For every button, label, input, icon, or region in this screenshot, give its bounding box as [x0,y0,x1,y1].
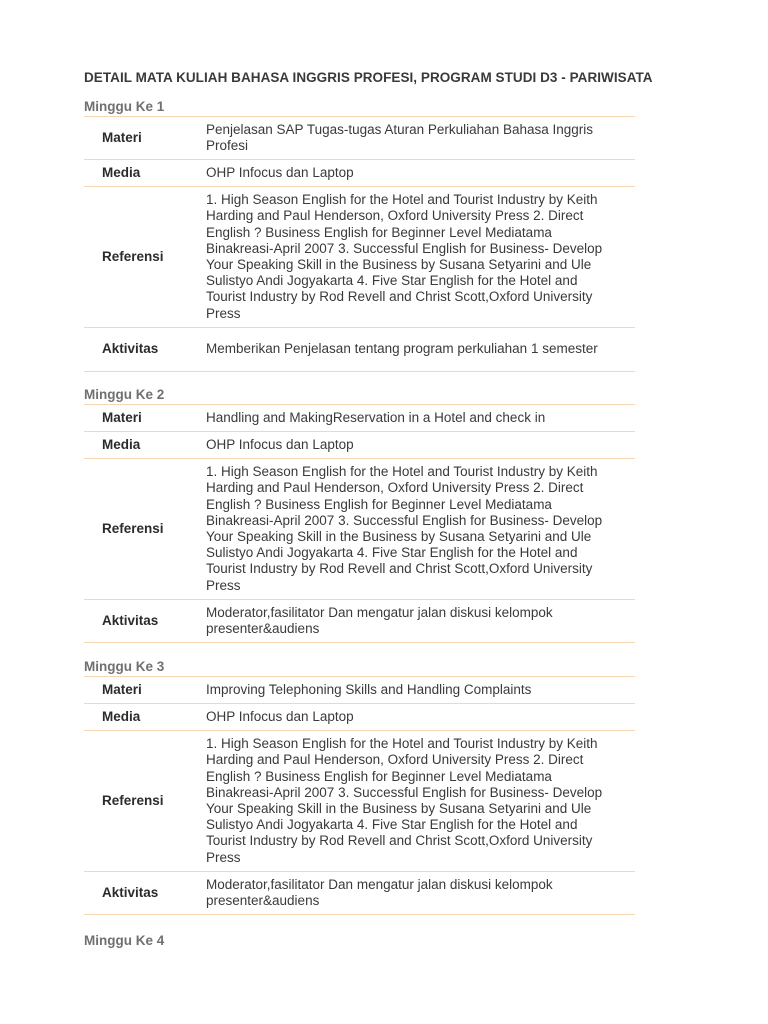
week-table [84,676,635,915]
aktivitas-value: Moderator,fasilitator Dan mengatur jalan diskusi kelompok presenter&audiens [188,600,635,643]
table-row-referensi [84,731,635,872]
week-section-1 [84,98,636,372]
row-label: Media [84,432,188,459]
aktivitas-value: Moderator,fasilitator Dan mengatur jalan diskusi kelompok presenter&audiens [188,872,635,915]
week-section-2 [84,386,636,643]
week-heading: Minggu Ke 4 [84,933,165,948]
row-label: Aktivitas [84,600,188,643]
week-section-3 [84,658,636,915]
materi-value: Handling and MakingReservation in a Hotel and check in [188,405,635,432]
table-row-materi [84,117,635,160]
row-label: Aktivitas [84,872,188,915]
referensi-value: 1. High Season English for the Hotel and Tourist Industry by Keith Harding and Paul Henderson, Oxford University Press 2. Direct English ? Business English for Beginner Level Mediatama Binakreasi-April 2007 3. Successful English for Business- Develop Your Speaking Skill in the Business by Susana Setyarini and Ule Sulistyo Andi Jogyakarta 4. Five Star English for the Hotel and Tourist Industry by Rod Revell and Christ Scott,Oxford University Press [188,459,635,600]
row-label: Aktivitas [84,328,188,372]
table-row-media [84,432,635,459]
table-row-referensi [84,187,635,328]
table-row-aktivitas [84,600,635,643]
week-table [84,116,635,372]
table-row-materi [84,405,635,432]
document-title: DETAIL MATA KULIAH BAHASA INGGRIS PROFESI, PROGRAM STUDI D3 - PARIWISATA [84,70,653,85]
row-label: Media [84,160,188,187]
aktivitas-value: Memberikan Penjelasan tentang program perkuliahan 1 semester [188,328,635,372]
week-heading: Minggu Ke 3 [84,659,165,674]
table-row-aktivitas [84,872,635,915]
media-value: OHP Infocus dan Laptop [188,160,635,187]
referensi-value: 1. High Season English for the Hotel and Tourist Industry by Keith Harding and Paul Henderson, Oxford University Press 2. Direct English ? Business English for Beginner Level Mediatama Binakreasi-April 2007 3. Successful English for Business- Develop Your Speaking Skill in the Business by Susana Setyarini and Ule Sulistyo Andi Jogyakarta 4. Five Star English for the Hotel and Tourist Industry by Rod Revell and Christ Scott,Oxford University Press [188,187,635,328]
week-section-4 [84,932,636,950]
week-heading: Minggu Ke 2 [84,387,165,402]
materi-value: Improving Telephoning Skills and Handling Complaints [188,677,635,704]
row-label: Materi [84,405,188,432]
row-label: Media [84,704,188,731]
table-row-aktivitas [84,328,635,372]
row-label: Referensi [84,731,188,872]
materi-value: Penjelasan SAP Tugas-tugas Aturan Perkuliahan Bahasa Inggris Profesi [188,117,635,160]
week-heading: Minggu Ke 1 [84,99,165,114]
table-row-materi [84,677,635,704]
referensi-value: 1. High Season English for the Hotel and Tourist Industry by Keith Harding and Paul Henderson, Oxford University Press 2. Direct English ? Business English for Beginner Level Mediatama Binakreasi-April 2007 3. Successful English for Business- Develop Your Speaking Skill in the Business by Susana Setyarini and Ule Sulistyo Andi Jogyakarta 4. Five Star English for the Hotel and Tourist Industry by Rod Revell and Christ Scott,Oxford University Press [188,731,635,872]
table-row-media [84,160,635,187]
media-value: OHP Infocus dan Laptop [188,704,635,731]
week-table [84,404,635,643]
row-label: Materi [84,677,188,704]
row-label: Referensi [84,459,188,600]
table-row-media [84,704,635,731]
media-value: OHP Infocus dan Laptop [188,432,635,459]
table-row-referensi [84,459,635,600]
row-label: Referensi [84,187,188,328]
row-label: Materi [84,117,188,160]
